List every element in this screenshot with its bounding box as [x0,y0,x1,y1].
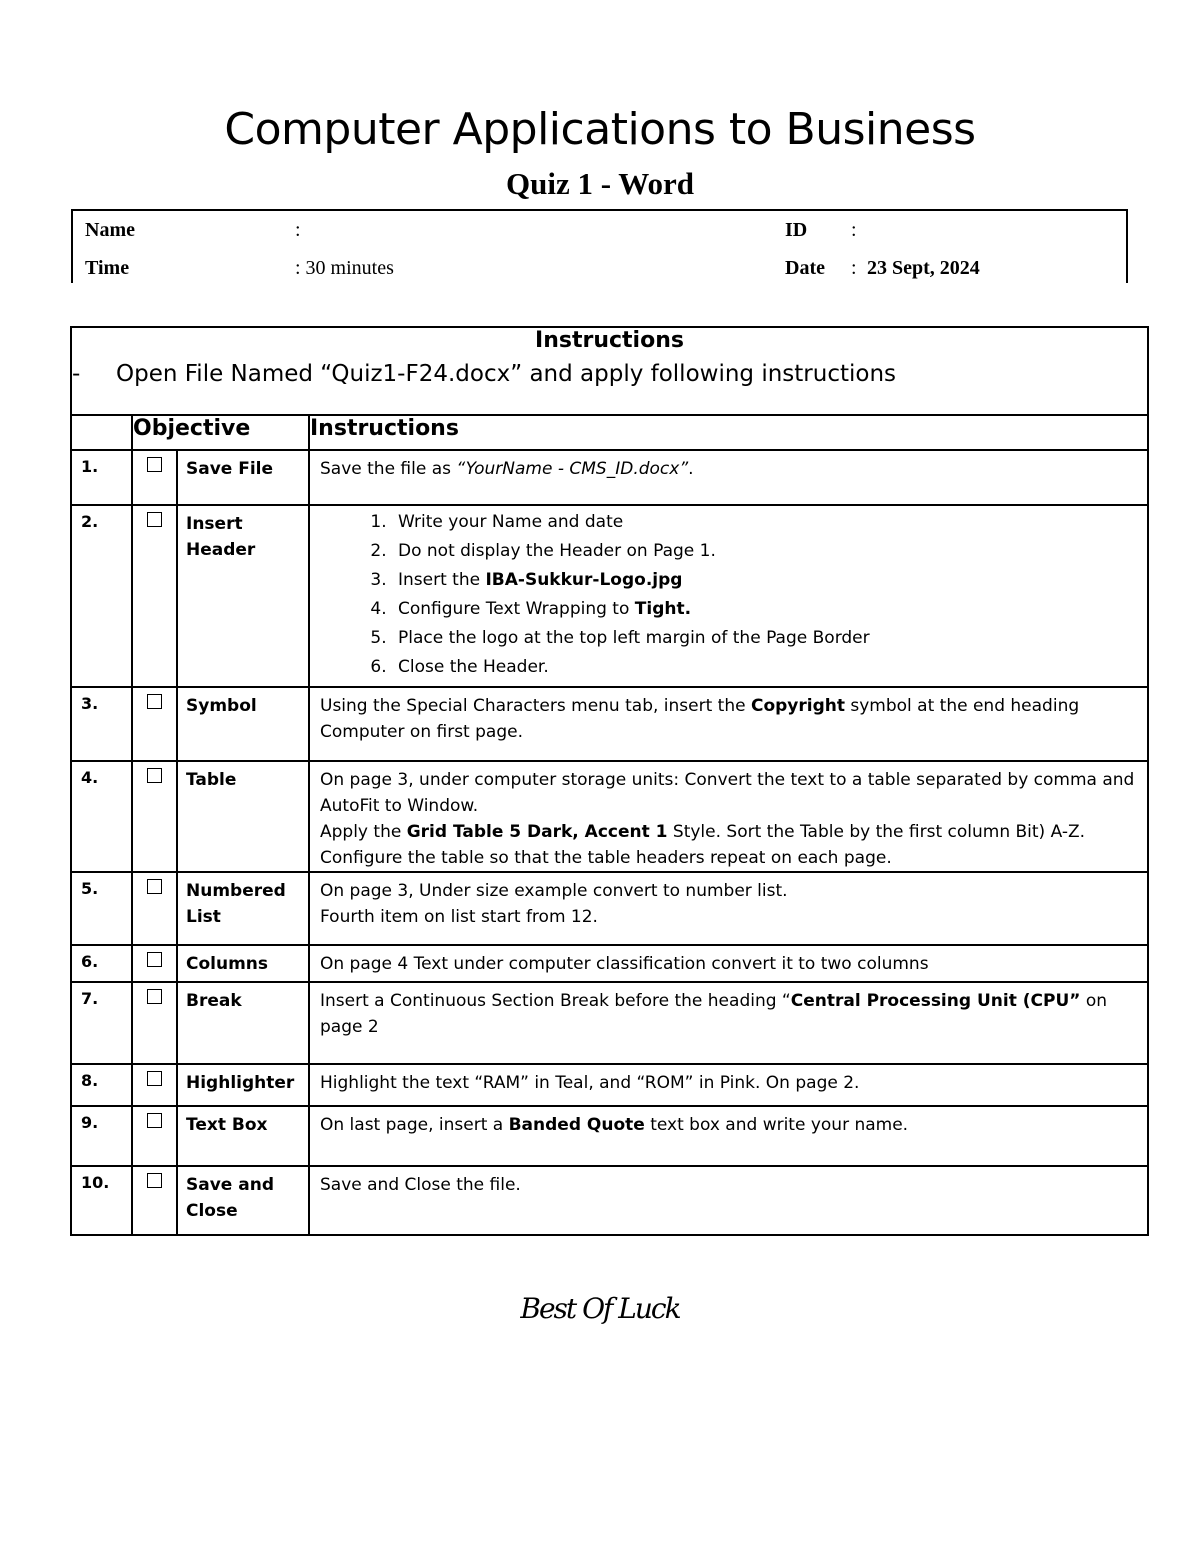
table-row [71,945,1148,982]
objective-label: Break [177,982,309,1064]
table-row [71,982,1148,1064]
student-info-box [71,209,1128,283]
best-of-luck-signoff: Best Of Luck [520,1292,680,1325]
date-label: Date [785,257,825,279]
name-separator: : [295,219,301,241]
table-row [71,505,1148,687]
name-label: Name [85,219,135,241]
checkbox-icon[interactable] [147,879,162,894]
instruction-text-part: Save the file as [320,459,457,479]
checkbox-icon[interactable] [147,768,162,783]
instruction-line: Fourth item on list start from 12. [320,907,598,927]
instruction-bold: Banded Quote [508,1115,645,1135]
objective-label: Insert Header [177,505,309,687]
objective-label: Text Box [177,1106,309,1166]
checkbox-icon[interactable] [147,1113,162,1128]
instruction-text [309,872,1148,945]
document-title: Computer Applications to Business [224,104,976,155]
list-item-text: Configure Text Wrapping to [398,599,635,619]
row-number: 5. [71,872,132,945]
filename-italic: “YourName - CMS_ID.docx” [456,459,689,479]
instruction-text [309,761,1148,872]
instructions-heading: Instructions [535,328,684,353]
task-checkbox[interactable] [132,1106,177,1166]
instruction-text: Save and Close the file. [309,1166,1148,1235]
task-checkbox[interactable] [132,687,177,761]
instruction-line [320,819,1137,845]
column-header-row [71,415,1148,450]
instruction-text-part: text box and write your name. [644,1115,909,1135]
task-checkbox[interactable] [132,1166,177,1235]
instruction-list-cell [309,505,1148,687]
row-number: 3. [71,687,132,761]
row-number: 10. [71,1166,132,1235]
instruction-text-part: Using the Special Characters menu tab, insert the [320,696,751,716]
table-row [71,1064,1148,1106]
instruction-bold: Grid Table 5 Dark, Accent 1 [406,822,668,842]
instruction-bold: Copyright [750,696,845,716]
id-separator: : [851,219,857,241]
instructions-header-row [71,327,1148,415]
instructions-header-cell [71,327,1148,415]
instruction-text: On page 4 Text under computer classification convert it to two columns [309,945,1148,982]
instruction-text-part: . [688,459,694,479]
row-number: 2. [71,505,132,687]
task-checkbox[interactable] [132,761,177,872]
checkbox-icon[interactable] [147,694,162,709]
instruction-text-part: Style. Sort the Table by the first column Bit) A-Z. [667,822,1086,842]
instructions-intro [72,361,1147,387]
instruction-text [309,687,1148,761]
table-row [71,450,1148,505]
checkbox-icon[interactable] [147,457,162,472]
row-number: 9. [71,1106,132,1166]
instruction-line: On page 3, Under size example convert to number list. [320,881,788,901]
instruction-text-part: on page 2 [320,991,1108,1037]
instructions-table [70,326,1149,1236]
checkbox-icon[interactable] [147,989,162,1004]
instruction-text [309,1106,1148,1166]
header-steps-list [320,508,1137,682]
intro-dash: - [72,361,81,387]
table-row [71,687,1148,761]
task-checkbox[interactable] [132,505,177,687]
row-number: 8. [71,1064,132,1106]
task-checkbox[interactable] [132,872,177,945]
info-row-name [73,219,1126,249]
checkbox-icon[interactable] [147,1173,162,1188]
objective-label: Highlighter [177,1064,309,1106]
table-row [71,872,1148,945]
time-label: Time [85,257,130,279]
instructions-column-header: Instructions [309,415,1148,450]
quiz-subtitle: Quiz 1 - Word [505,166,695,201]
time-value: : 30 minutes [295,257,394,279]
list-item [392,595,1137,624]
task-checkbox[interactable] [132,450,177,505]
task-checkbox[interactable] [132,945,177,982]
date-separator: : [851,257,857,279]
objective-label: Numbered List [177,872,309,945]
objective-column-header: Objective [132,415,309,450]
objective-label: Columns [177,945,309,982]
id-label: ID [785,219,808,241]
intro-text: Open File Named “Quiz1-F24.docx” and apply following instructions [116,361,897,387]
instruction-text-part: symbol at the end heading Computer on first page. [320,696,1080,742]
list-item [392,566,1137,595]
task-checkbox[interactable] [132,982,177,1064]
instruction-text-part: On last page, insert a [320,1115,509,1135]
instruction-text-part: Apply the [320,822,407,842]
list-item: 2. Do not display the Header on Page 1. [392,537,1137,566]
info-row-time [73,257,1126,287]
list-item: 5. Place the logo at the top left margin of the Page Border [392,624,1137,653]
table-row [71,1106,1148,1166]
instruction-text: Highlight the text “RAM” in Teal, and “ROM” in Pink. On page 2. [309,1064,1148,1106]
objective-label: Save and Close [177,1166,309,1235]
instruction-bold: Central Processing Unit (CPU” [790,991,1081,1011]
date-value: 23 Sept, 2024 [867,257,980,279]
instruction-line: On page 3, under computer storage units: Convert the text to a table separated by comma and AutoFit to Window. [320,770,1135,816]
list-item-text: Insert the [398,570,486,590]
objective-label: Symbol [177,687,309,761]
instruction-text-part: Insert a Continuous Section Break before the heading “ [320,991,791,1011]
table-row [71,761,1148,872]
instruction-text [309,450,1148,505]
objective-label: Table [177,761,309,872]
instruction-line: Configure the table so that the table headers repeat on each page. [320,848,892,868]
checkbox-icon[interactable] [147,512,162,527]
row-number: 7. [71,982,132,1064]
task-checkbox[interactable] [132,1064,177,1106]
row-number: 4. [71,761,132,872]
objective-label: Save File [177,450,309,505]
row-number: 1. [71,450,132,505]
checkbox-icon[interactable] [147,952,162,967]
list-item-bold: IBA-Sukkur-Logo.jpg [485,570,683,590]
instruction-text [309,982,1148,1064]
table-row [71,1166,1148,1235]
list-item: 1. Write your Name and date [392,508,1137,537]
list-item: 6. Close the Header. [392,653,1137,682]
row-number: 6. [71,945,132,982]
checkbox-icon[interactable] [147,1071,162,1086]
list-item-bold: Tight. [634,599,692,619]
